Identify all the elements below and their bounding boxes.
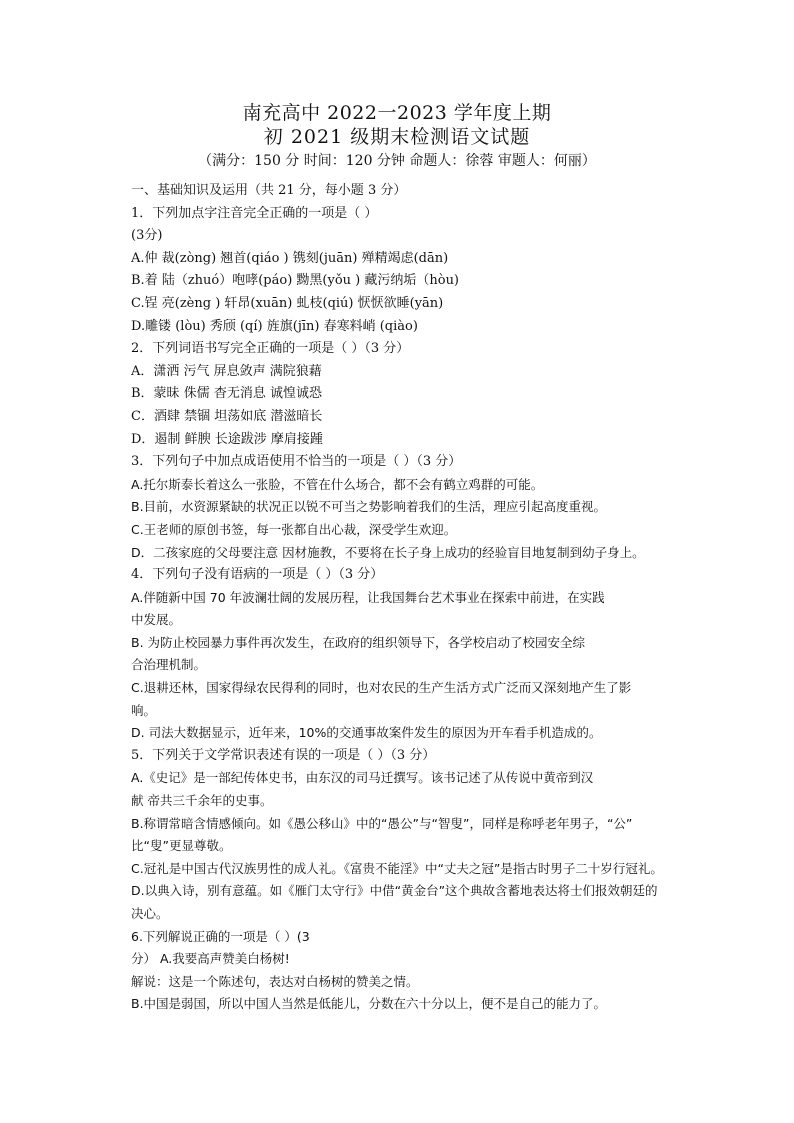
text-line: D.以典入诗，别有意蕴。如《雁门太守行》中借“黄金台”这个典故含蓄地表达将士们报效朝廷的 — [131, 883, 658, 899]
text-line: A.伴随新中国 70 年波澜壮阔的发展历程，让我国舞台艺术事业在探索中前进，在实践 — [131, 589, 605, 605]
text-line: 决心。 — [131, 906, 169, 921]
exam-title-line1: 南充高中 2022一2023 学年度上期 — [242, 102, 552, 124]
exam-body — [131, 180, 676, 1016]
text-line: A.仲 裁(zòng) 翘首(qiáo ) 镌刻(juān) 殚精竭虑(dān) — [131, 250, 449, 266]
text-line: 4．下列句子没有语病的一项是（ ）（3 分） — [131, 567, 384, 583]
text-line: D. 司法大数据显示，近年来，10%的交通事故案件发生的原因为开车看手机造成的。 — [131, 725, 602, 741]
text-line: 一、基础知识及运用（共 21 分，每小题 3 分） — [131, 183, 407, 198]
text-line: C.王老师的原创书签，每一张都自出心裁，深受学生欢迎。 — [131, 521, 457, 537]
text-line: D.雕镂 (lòu) 秀颀 (qí) 旌旗(jīn) 春寒料峭 (qiào) — [131, 318, 418, 334]
text-line: C.冠礼是中国古代汉族男性的成人礼。《富贵不能淫》中“丈夫之冠”是指古时男子二十岁行冠礼。 — [131, 860, 663, 876]
text-line: B．蒙昧 侏儒 杳无消息 诚惶诚恐 — [131, 386, 322, 402]
text-line: A．潇洒 污气 屏息敛声 满院狼藉 — [131, 363, 322, 379]
text-line: 解说：这是一个陈述句，表达对白杨树的赞美之情。 — [131, 973, 419, 989]
text-line: D．二孩家庭的父母要注意 因材施教，不要将在长子身上成功的经验盲目地复制到幼子身上。 — [131, 544, 645, 560]
text-line: 2．下列词语书写完全正确的一项是（ ）（3 分） — [131, 341, 410, 357]
text-line: 6.下列解说正确的一项是（ ）(3 — [131, 928, 310, 944]
text-line: D．遏制 鲜腴 长途跋涉 摩肩接踵 — [131, 431, 323, 447]
text-line: 1．下列加点字注音完全正确的一项是（ ） — [131, 205, 378, 221]
text-line: B.目前，水资源紧缺的状况正以锐不可当之势影响着我们的生活，理应引起高度重视。 — [131, 499, 607, 515]
text-line: B.中国是弱国，所以中国人当然是低能儿，分数在六十分以上，便不是自己的能力了。 — [131, 996, 607, 1012]
text-line: A.托尔斯泰长着这么一张脸，不管在什么场合，都不会有鹤立鸡群的可能。 — [131, 476, 544, 492]
text-line: C．酒肆 禁锢 坦荡如底 潜滋暗长 — [131, 408, 323, 424]
text-line: 中发展。 — [131, 612, 182, 628]
exam-title-line2: 初 2021 级期末检测语文试题 — [263, 126, 531, 148]
text-line: 响。 — [131, 702, 157, 718]
text-line: 5．下列关于文学常识表述有误的一项是（ ）（3 分） — [131, 747, 436, 763]
text-line: A.《史记》是一部纪传体史书，由东汉的司马迁撰写。该书记述了从传说中黄帝到汉 — [131, 770, 594, 786]
text-line: 比“叟”更显尊敬。 — [131, 838, 232, 854]
text-line: 合治理机制。 — [131, 657, 207, 673]
exam-meta-info: （满分：150 分 时间：120 分钟 命题人：徐蓉 审题人：何丽） — [198, 153, 596, 169]
text-line: 3．下列句子中加点成语使用不恰当的一项是（ ）（3 分） — [131, 454, 462, 470]
text-line: 分） A.我要高声赞美白杨树! — [131, 951, 290, 967]
text-line: B. 为防止校园暴力事件再次发生，在政府的组织领导下，各学校启动了校园安全综 — [131, 634, 586, 650]
text-line: B.着 陆（zhuó）咆哮(páo) 黝黑(yǒu ) 藏污纳垢（hòu) — [131, 273, 460, 289]
text-line: B.称谓常暗含情感倾向。如《愚公移山》中的“愚公”与“智叟”，同样是称呼老年男子，“公” — [131, 815, 633, 831]
text-line: C.退耕还林，国家得绿农民得利的同时，也对农民的生产生活方式广泛而又深刻地产生了影 — [131, 680, 632, 696]
text-line: (3分) — [131, 228, 163, 244]
text-line: 献 帝共三千余年的史事。 — [131, 793, 273, 809]
text-line: C.锃 亮(zèng ) 轩昂(xuān) 虬枝(qiú) 恹恹欲睡(yān) — [131, 295, 444, 311]
